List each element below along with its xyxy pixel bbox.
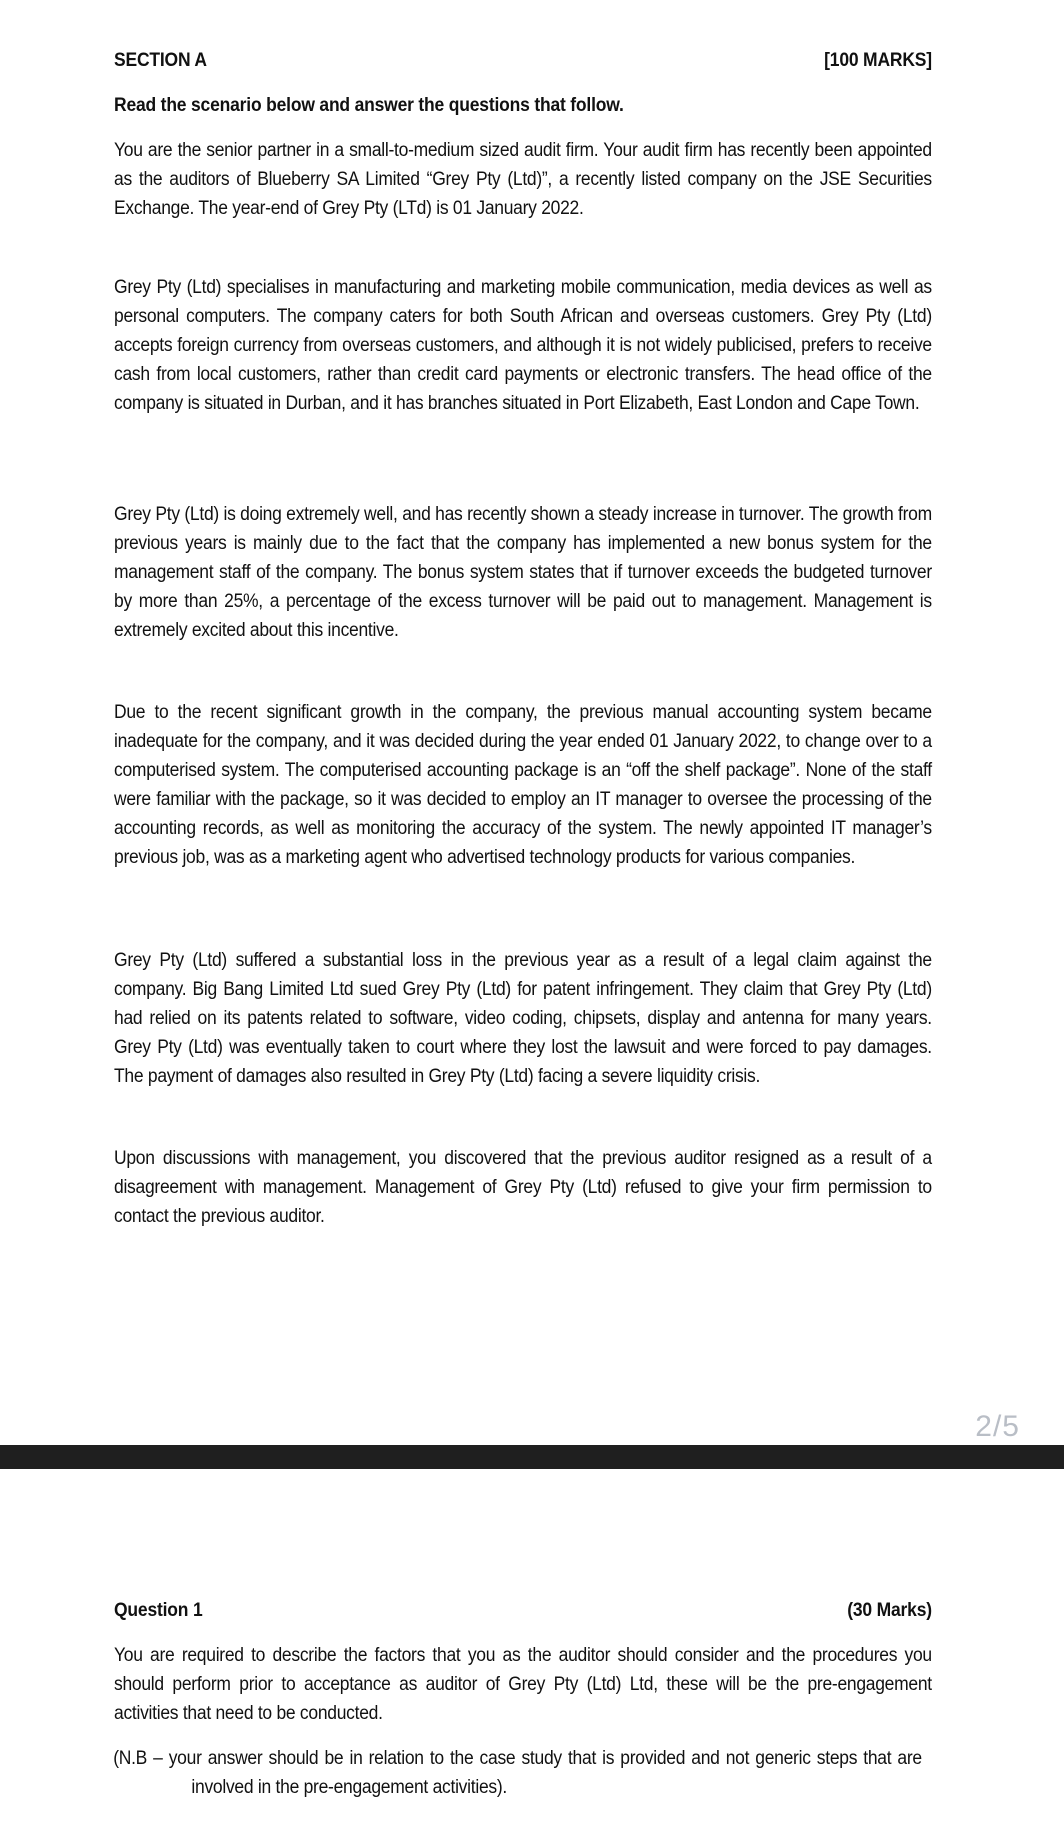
question-body: You are required to describe the factors that you as the auditor should consider and the procedures you should perform prior to acceptance as auditor of Grey Pty (Ltd) Ltd, these will be the pre-engagement activities that need to be conducted. <box>114 1645 932 1724</box>
page-separator <box>0 1445 1064 1469</box>
section-title: SECTION A <box>114 50 207 71</box>
page-indicator: 2/5 <box>975 1410 1020 1443</box>
question-note: (N.B – your answer should be in relation to the case study that is provided and not generic steps that are involved in the pre-engagement activities). <box>113 1748 922 1798</box>
question-header <box>114 1600 932 1622</box>
scenario-paragraph-6: Upon discussions with management, you discovered that the previous auditor resigned as a result of a disagreement with management. Management of Grey Pty (Ltd) refused to give your firm permission to contact the previous auditor. <box>114 1148 932 1227</box>
scenario-paragraph-3: Grey Pty (Ltd) is doing extremely well, and has recently shown a steady increase in turnover. The growth from previous years is mainly due to the fact that the company has implemented a new bonus system for the management staff of the company. The bonus system states that if turnover exceeds the budgeted turnover by more than 25%, a percentage of the excess turnover will be paid out to management. Management is extremely excited about this incentive. <box>114 504 932 641</box>
scenario-paragraph-2: Grey Pty (Ltd) specialises in manufacturing and marketing mobile communication, media devices as well as personal computers. The company caters for both South African and overseas customers. Grey Pty (Ltd) accepts foreign currency from overseas customers, and although it is not widely publicised, prefers to receive cash from local customers, rather than credit card payments or electronic transfers. The head office of the company is situated in Durban, and it has branches situated in Port Elizabeth, East London and Cape Town. <box>114 277 932 414</box>
instruction-text: Read the scenario below and answer the questions that follow. <box>114 95 624 116</box>
question-marks: (30 Marks) <box>847 1600 932 1621</box>
question-title: Question 1 <box>114 1600 203 1621</box>
scenario-paragraph-5: Grey Pty (Ltd) suffered a substantial loss in the previous year as a result of a legal claim against the company. Big Bang Limited Ltd sued Grey Pty (Ltd) for patent infringement. They claim that Grey Pty (Ltd) had relied on its patents related to software, video coding, chipsets, display and antenna for many years. Grey Pty (Ltd) was eventually taken to court where they lost the lawsuit and were forced to pay damages. The payment of damages also resulted in Grey Pty (Ltd) facing a severe liquidity crisis. <box>114 950 932 1087</box>
instruction-block <box>114 95 932 117</box>
document-page-3 <box>0 1469 1064 1829</box>
section-header <box>114 50 932 72</box>
scenario-paragraph-4: Due to the recent significant growth in the company, the previous manual accounting system became inadequate for the company, and it was decided during the year ended 01 January 2022, to change over to a computerised system. The computerised accounting package is an “off the shelf package”. None of the staff were familiar with the package, so it was decided to employ an IT manager to oversee the processing of the accounting records, as well as monitoring the accuracy of the system. The newly appointed IT manager’s previous job, was as a marketing agent who advertised technology products for various companies. <box>114 702 932 868</box>
section-marks: [100 MARKS] <box>824 50 932 71</box>
scenario-paragraph-1: You are the senior partner in a small-to-medium sized audit firm. Your audit firm has recently been appointed as the auditors of Blueberry SA Limited “Grey Pty (Ltd)”, a recently listed company on the JSE Securities Exchange. The year-end of Grey Pty (LTd) is 01 January 2022. <box>114 140 932 219</box>
